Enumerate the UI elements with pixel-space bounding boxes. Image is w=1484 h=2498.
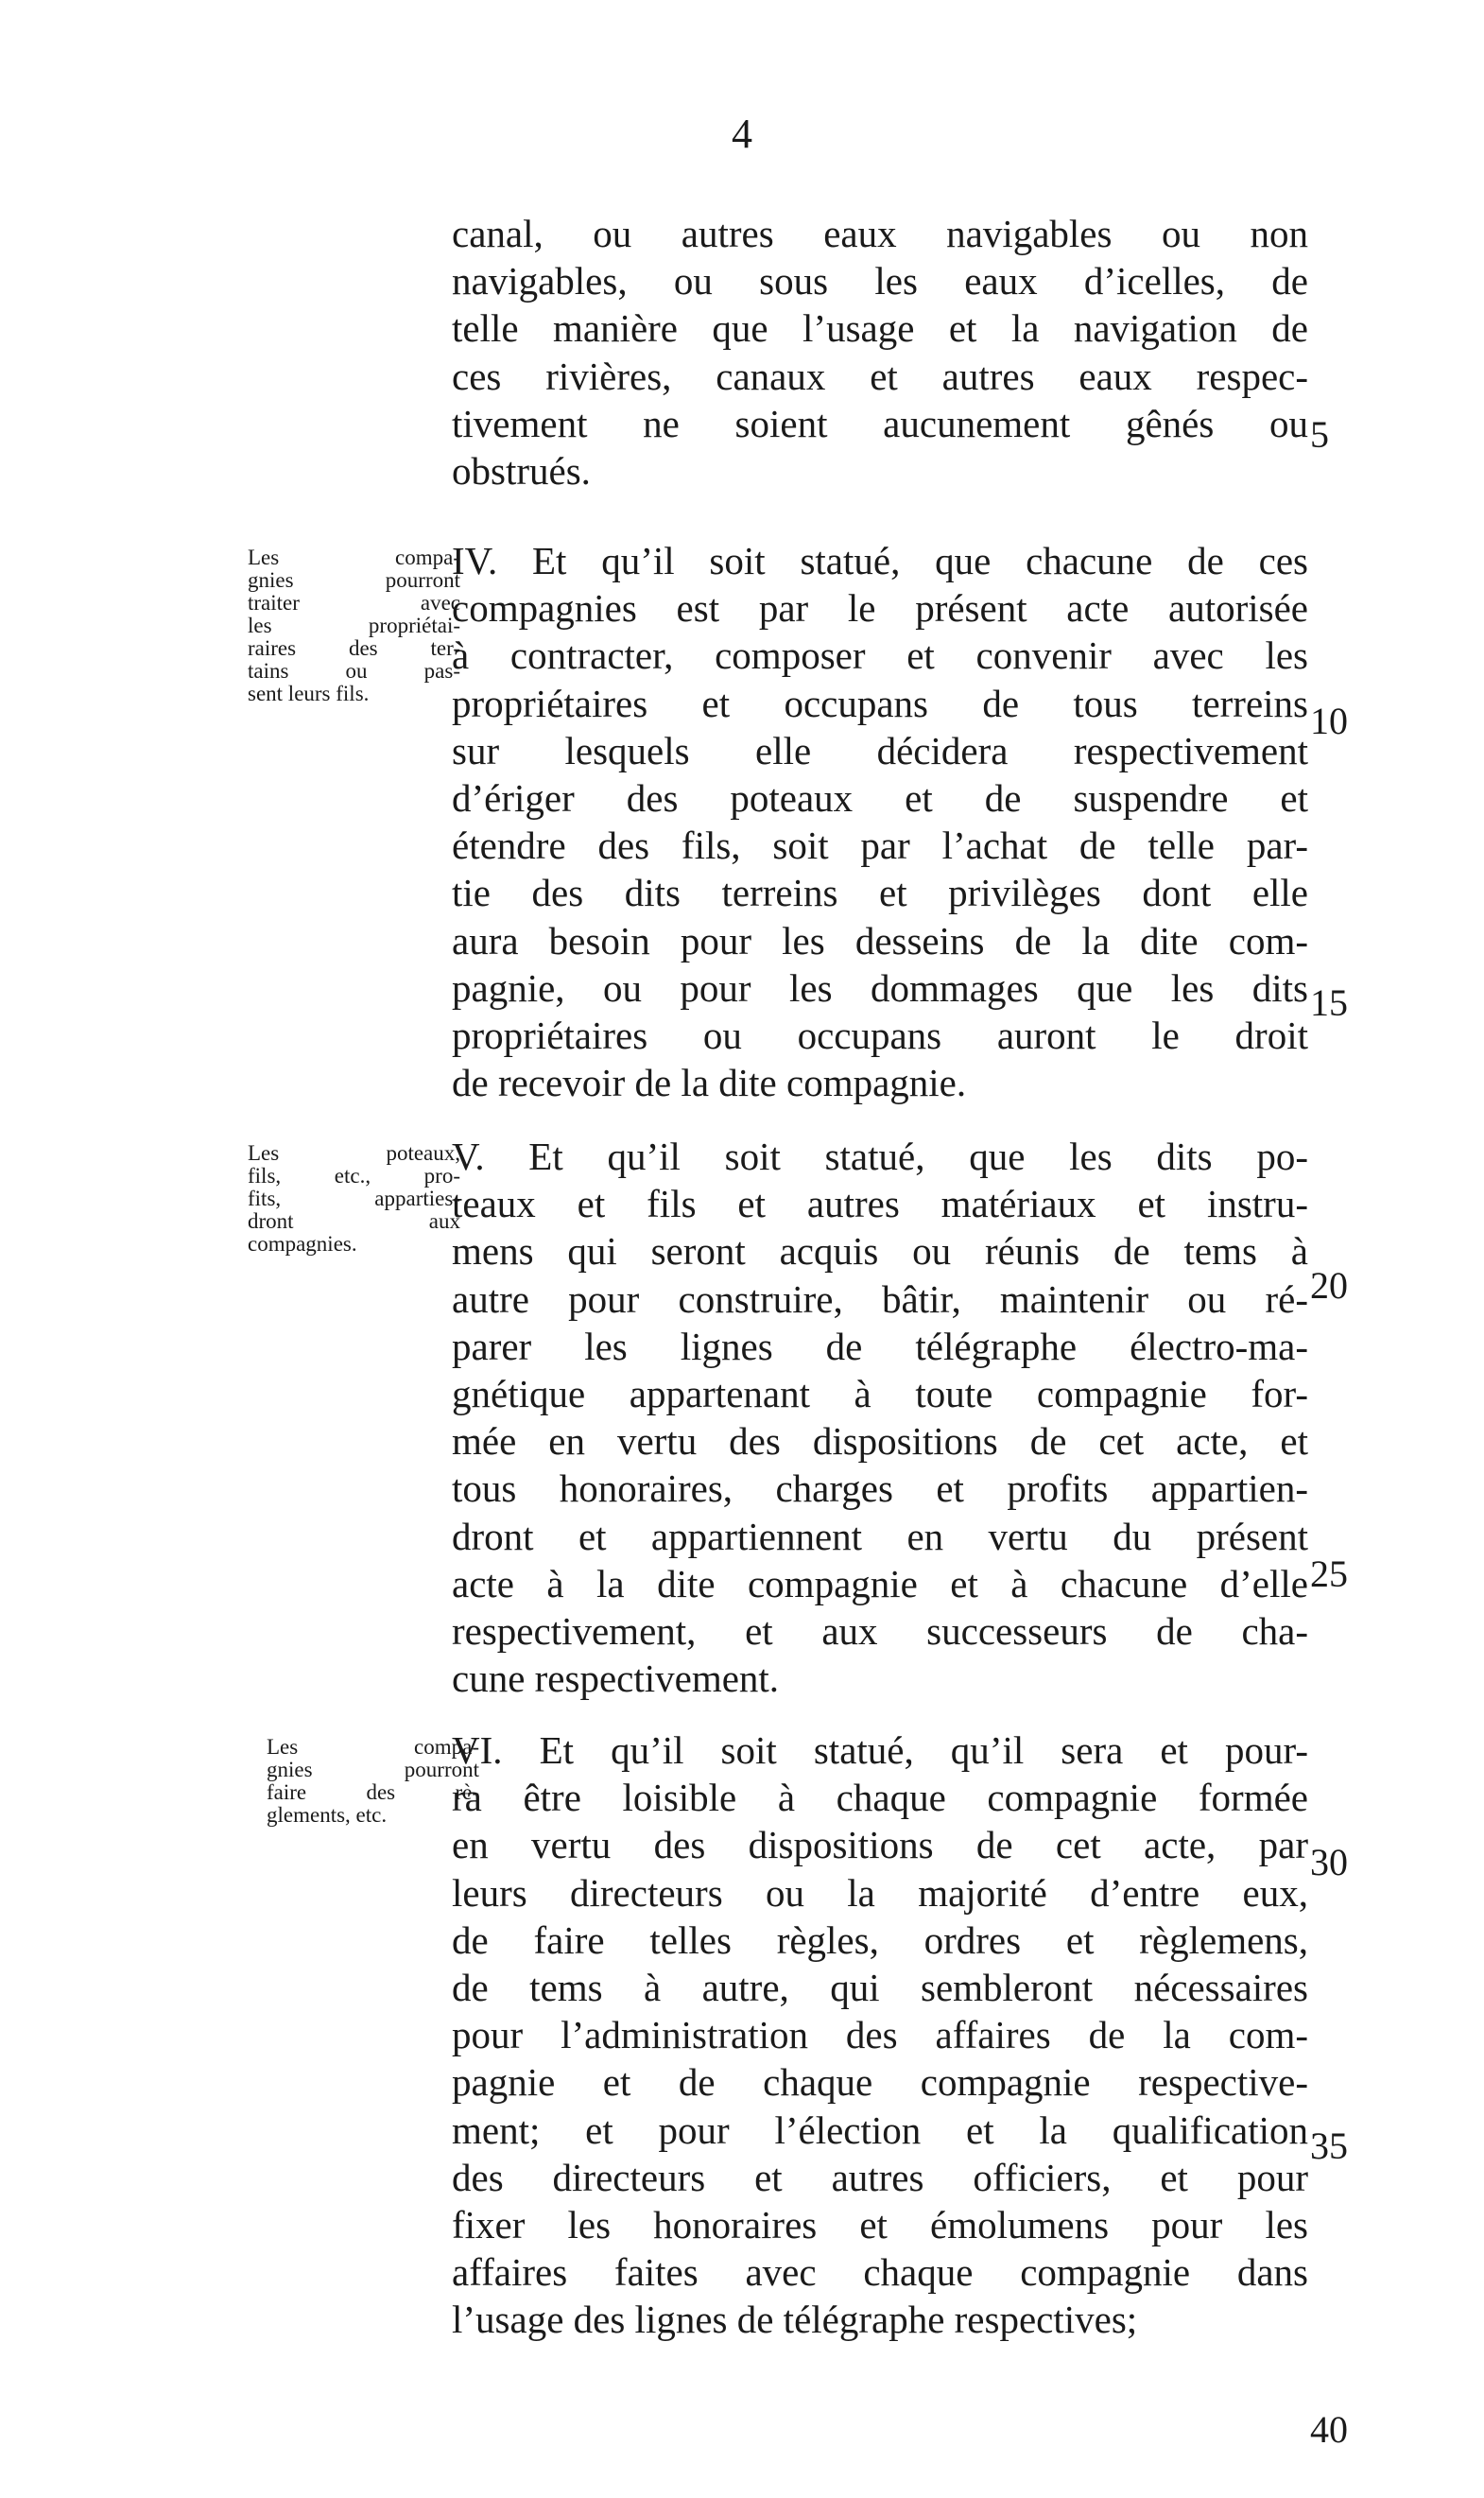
text-line: ment; et pour l’élection et la qualification [452,2108,1308,2152]
text-line: mée en vertu des dispositions de cet acte, et [452,1419,1308,1463]
text-line: dront et appartiennent en vertu du présent [452,1515,1308,1558]
text-line: ra être loisible à chaque compagnie formée [452,1776,1308,1819]
line-number: 15 [1310,981,1348,1024]
text-line: étendre des fils, soit par l’achat de telle par- [452,824,1308,867]
text-line: propriétaires et occupans de tous terreins [452,682,1308,725]
margin-note [248,1142,460,1256]
line-number: 40 [1310,2408,1348,2451]
margin-note-line: tains ou pas- [248,659,460,683]
text-line: mens qui seront acquis ou réunis de tems à [452,1229,1308,1273]
line-number: 25 [1310,1553,1348,1595]
text-line: cune respectivement. [452,1657,780,1700]
margin-note-line: Les compa- [248,546,460,569]
text-line: tous honoraires, charges et profits appartien- [452,1466,1308,1510]
text-line: pour l’administration des affaires de la com- [452,2013,1308,2056]
text-line: en vertu des dispositions de cet acte, par [452,1823,1308,1866]
text-line: autre pour construire, bâtir, maintenir ou ré- [452,1277,1308,1321]
text-line: teaux et fils et autres matériaux et instru- [452,1182,1308,1225]
text-line: tivement ne soient aucunement gênés ou [452,402,1308,445]
margin-note-line: sent leurs fils. [248,682,370,705]
margin-note-line: Les poteaux, [248,1141,460,1165]
text-line: propriétaires ou occupans auront le droit [452,1014,1308,1057]
text-line: ces rivières, canaux et autres eaux respec- [452,355,1308,398]
text-line: canal, ou autres eaux navigables ou non [452,212,1308,255]
margin-note-line: traiter avec [248,591,460,615]
margin-note-line: raires des ter- [248,636,460,660]
margin-note-line: compagnies. [248,1232,357,1256]
line-number: 20 [1310,1264,1348,1307]
text-line: VI. Et qu’il soit statué, qu’il sera et pour- [452,1728,1308,1772]
text-line: obstrués. [452,449,591,493]
text-line: affaires faites avec chaque compagnie dans [452,2250,1308,2294]
line-number: 30 [1310,1841,1348,1883]
margin-note-line: glements, etc. [267,1803,388,1827]
text-line: parer les lignes de télégraphe électro-ma- [452,1325,1308,1368]
margin-note [248,546,460,705]
text-line: gnétique appartenant à toute compagnie for- [452,1372,1308,1415]
text-line: IV. Et qu’il soit statué, que chacune de ces [452,539,1308,582]
text-line: sur lesquels elle décidera respectivement [452,729,1308,772]
text-line: acte à la dite compagnie et à chacune d’elle [452,1562,1308,1605]
text-line: telle manière que l’usage et la navigation de [452,306,1308,350]
text-line: aura besoin pour les desseins de la dite com- [452,919,1308,963]
margin-note-line: gnies pourront [248,568,460,592]
margin-note-line: gnies pourront [267,1758,479,1781]
line-number: 5 [1310,413,1329,456]
margin-note-line: les propriétai- [248,614,460,637]
text-line: tie des dits terreins et privilèges dont elle [452,871,1308,914]
text-line: navigables, ou sous les eaux d’icelles, de [452,259,1308,303]
text-line: d’ériger des poteaux et de suspendre et [452,776,1308,820]
text-line: de faire telles règles, ordres et règlemens, [452,1918,1308,1962]
text-line: des directeurs et autres officiers, et pour [452,2156,1308,2199]
text-line: pagnie, ou pour les dommages que les dits [452,966,1308,1010]
line-number: 35 [1310,2125,1348,2167]
line-number: 10 [1310,700,1348,742]
text-line: V. Et qu’il soit statué, que les dits po- [452,1135,1308,1178]
page-number: 4 [732,111,752,157]
margin-note [267,1736,479,1827]
margin-note-line: Les compa- [267,1735,479,1759]
margin-note-line: fits, apparties- [248,1187,460,1210]
margin-note-line: faire des rè- [267,1780,479,1804]
text-line: de recevoir de la dite compagnie. [452,1061,967,1104]
text-line: pagnie et de chaque compagnie respective- [452,2060,1308,2104]
text-line: compagnies est par le présent acte autorisée [452,586,1308,630]
margin-note-line: dront aux [248,1209,460,1233]
text-line: l’usage des lignes de télégraphe respectives; [452,2298,1138,2341]
text-line: leurs directeurs ou la majorité d’entre eux, [452,1871,1308,1915]
margin-note-line: fils, etc., pro- [248,1164,460,1188]
text-line: à contracter, composer et convenir avec les [452,633,1308,677]
text-line: fixer les honoraires et émolumens pour les [452,2203,1308,2246]
text-line: de tems à autre, qui sembleront nécessaires [452,1966,1308,2009]
text-line: respectivement, et aux successeurs de cha- [452,1609,1308,1653]
